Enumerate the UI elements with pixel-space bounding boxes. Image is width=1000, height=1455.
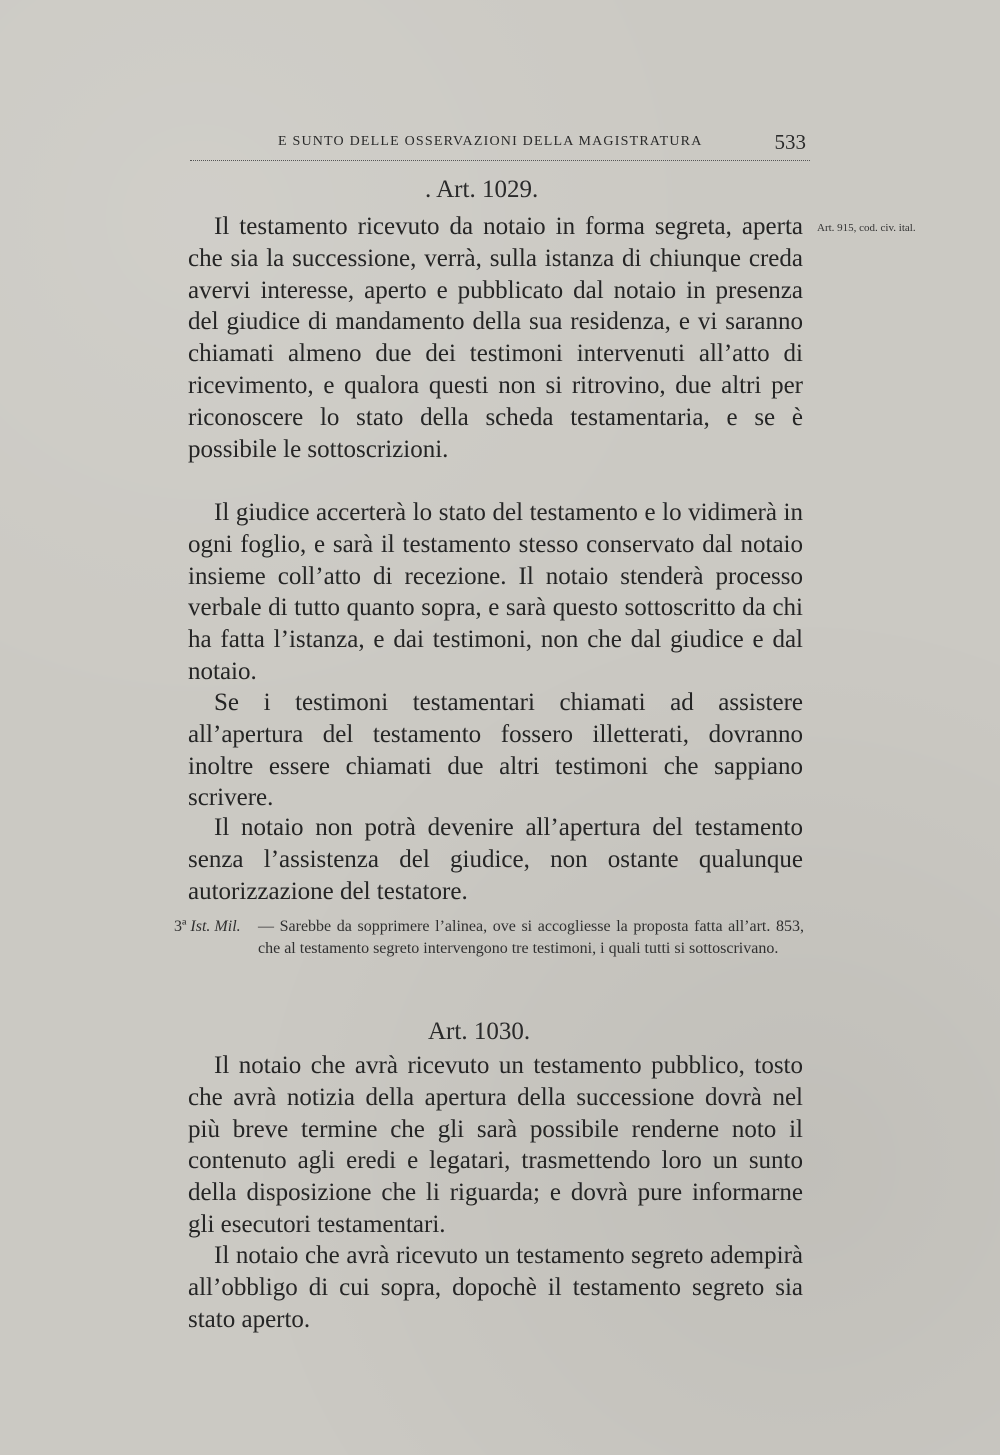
running-head-title: E SUNTO DELLE OSSERVAZIONI DELLA MAGISTRATURA	[278, 134, 703, 149]
article-1030-paragraph-2: Il notaio che avrà ricevuto un testamento segreto adempirà all’obbligo di cui sopra, dopochè il testamento segreto sia stato aperto.	[188, 1242, 803, 1333]
page-number: 533	[774, 130, 806, 154]
commentary-note	[174, 916, 804, 990]
article-1029-paragraph-3: Se i testimoni testamentari chiamati ad assistere all’apertura del testamento fossero illetterati, dovranno inoltre essere chiamati due altri testimoni che sappiano scrivere.	[188, 689, 803, 812]
commentary-label	[174, 916, 241, 938]
article-1029-paragraph-1: Il testamento ricevuto da notaio in forma segreta, aperta che sia la successione, verrà, sulla istanza di chiunque creda avervi interesse, aperto e pubblicato dal notaio in presenza del giudice di mandamento della sua residenza, e vi saranno chiamati almeno due dei testimoni intervenuti all’atto di ricevimento, e qualora questi non si ritrovino, due altri per riconoscere lo stato della scheda testamentaria, e se è possibile le sottoscrizioni.	[188, 213, 803, 463]
commentary-label-source: Ist. Mil.	[190, 918, 241, 935]
commentary-text: — Sarebbe da sopprimere l’alinea, ove si accogliesse la proposta fatta all’art. 853, che al testamento segreto intervengono tre testimoni, i quali tutti si sottoscrivano.	[258, 918, 804, 957]
side-note-reference: Art. 915, cod. civ. ital.	[817, 222, 916, 234]
article-1029-paragraph-4: Il notaio non potrà devenire all’apertura del testamento senza l’assistenza del giudice, non ostante qualunque autorizzazione del testatore.	[188, 814, 803, 905]
article-title-1030: Art. 1030.	[428, 1018, 531, 1045]
article-title-1029: . Art. 1029.	[425, 176, 539, 203]
running-head	[190, 128, 810, 161]
commentary-label-prefix: 3ª	[174, 918, 187, 935]
article-1030-paragraph-1: Il notaio che avrà ricevuto un testamento pubblico, tosto che avrà notizia della apertura della successione dovrà nel più breve termine che gli sarà possibile renderne noto il contenuto agli eredi e legatari, trasmettendo loro un sunto della disposizione che li riguarda; e dovrà pure informarne gli esecutori testamentari.	[188, 1052, 803, 1238]
article-1029-paragraph-2: Il giudice accerterà lo stato del testamento e lo vidimerà in ogni foglio, e sarà il testamento stesso conservato dal notaio insieme coll’atto di recezione. Il notaio stenderà processo verbale di tutto quanto sopra, e sarà questo sottoscritto da chi ha fatta l’istanza, e dai testimoni, non che dal giudice e dal notaio.	[188, 499, 803, 685]
